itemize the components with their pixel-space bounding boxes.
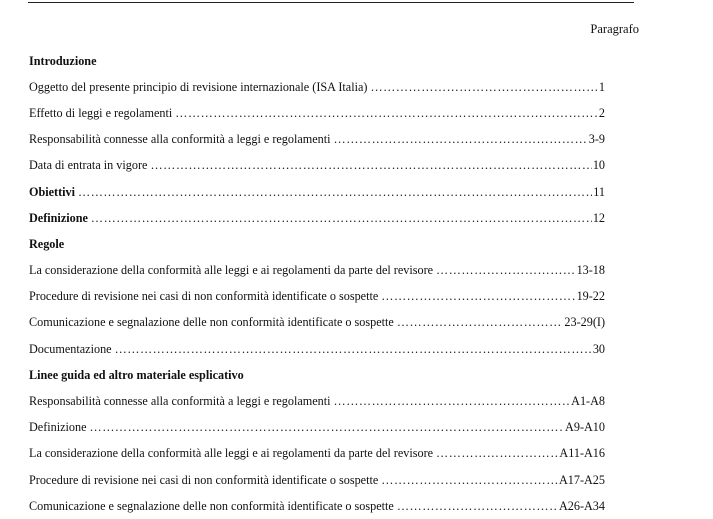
toc-entry-label: Comunicazione e segnalazione delle non conformità identificate o sospette: [29, 498, 394, 513]
toc-entry: [29, 310, 605, 336]
toc-entry-label: Obiettivi: [29, 184, 76, 199]
toc-dot-leader: [90, 420, 565, 435]
toc-entry: [29, 388, 605, 414]
toc-dot-leader: [175, 106, 598, 121]
toc-entry-paragraph-ref: A11-A16: [559, 446, 605, 461]
toc-entry-paragraph-ref: 23-29(I): [564, 315, 605, 330]
toc-dot-leader: [334, 394, 571, 409]
toc-entry-label: Data di entrata in vigore: [29, 158, 148, 173]
toc-entry-label: Effetto di leggi e regolamenti: [29, 105, 173, 120]
toc-entry-paragraph-ref: 11: [593, 184, 605, 199]
toc-entry-paragraph-ref: 10: [592, 158, 605, 173]
toc-entry: [29, 74, 605, 100]
toc-entry: [29, 336, 605, 362]
toc-dot-leader: [370, 80, 597, 95]
toc-section-heading: [29, 362, 605, 388]
toc-entry: [29, 258, 605, 284]
toc-entry: [29, 284, 605, 310]
toc-entry-label: La considerazione della conformità alle leggi e ai regolamenti da parte del revisore: [29, 263, 434, 278]
toc-dot-leader: [436, 263, 576, 278]
toc-dot-leader: [436, 446, 558, 461]
toc-entry-label: Procedure di revisione nei casi di non conformità identificate o sospette: [29, 289, 379, 304]
toc-entry-paragraph-ref: 1: [598, 79, 605, 94]
toc-entry: [29, 493, 605, 519]
toc-entry-paragraph-ref: 13-18: [576, 263, 605, 278]
toc-entry-label: Responsabilità connesse alla conformità a leggi e regolamenti: [29, 132, 331, 147]
toc-entry-paragraph-ref: 30: [592, 341, 605, 356]
toc-entry-label: Introduzione: [29, 53, 97, 68]
toc-dot-leader: [381, 473, 558, 488]
toc-dot-leader: [397, 315, 564, 330]
toc-entry-label: Oggetto del presente principio di revisione internazionale (ISA Italia): [29, 79, 368, 94]
toc-entry-label: La considerazione della conformità alle leggi e ai regolamenti da parte del revisore: [29, 446, 434, 461]
toc-entry-paragraph-ref: A17-A25: [558, 472, 605, 487]
toc-entry-label: Definizione: [29, 210, 88, 225]
toc-entry: [29, 467, 605, 493]
toc-entry-paragraph-ref: 2: [598, 105, 605, 120]
toc-dot-leader: [150, 158, 591, 173]
toc-dot-leader: [91, 211, 592, 226]
toc-dot-leader: [78, 185, 592, 200]
toc-dot-leader: [115, 342, 592, 357]
toc-entry-label: Responsabilità connesse alla conformità a leggi e regolamenti: [29, 394, 331, 409]
table-of-contents: [29, 48, 605, 519]
toc-entry: [29, 205, 605, 231]
toc-entry-label: Comunicazione e segnalazione delle non conformità identificate o sospette: [29, 315, 394, 330]
column-header-paragrafo: Paragrafo: [590, 22, 639, 36]
toc-entry-label: Definizione: [29, 420, 87, 435]
toc-section-heading: [29, 231, 605, 257]
toc-dot-leader: [334, 132, 588, 147]
toc-entry-paragraph-ref: A26-A34: [558, 498, 605, 513]
toc-entry: [29, 179, 605, 205]
toc-entry: [29, 153, 605, 179]
toc-entry-label: Regole: [29, 236, 65, 251]
toc-section-heading: [29, 48, 605, 74]
toc-entry-paragraph-ref: 3-9: [588, 132, 605, 147]
toc-entry: [29, 100, 605, 126]
toc-entry: [29, 441, 605, 467]
toc-entry-paragraph-ref: A9-A10: [565, 420, 605, 435]
top-rule: [28, 2, 634, 3]
toc-entry-label: Linee guida ed altro materiale esplicativo: [29, 367, 244, 382]
toc-dot-leader: [397, 499, 558, 514]
toc-entry-label: Procedure di revisione nei casi di non conformità identificate o sospette: [29, 472, 379, 487]
toc-entry: [29, 415, 605, 441]
toc-entry-label: Documentazione: [29, 341, 112, 356]
toc-dot-leader: [381, 289, 575, 304]
toc-entry: [29, 127, 605, 153]
toc-entry-paragraph-ref: 19-22: [576, 289, 605, 304]
toc-entry-paragraph-ref: 12: [592, 210, 605, 225]
toc-entry-paragraph-ref: A1-A8: [571, 394, 605, 409]
